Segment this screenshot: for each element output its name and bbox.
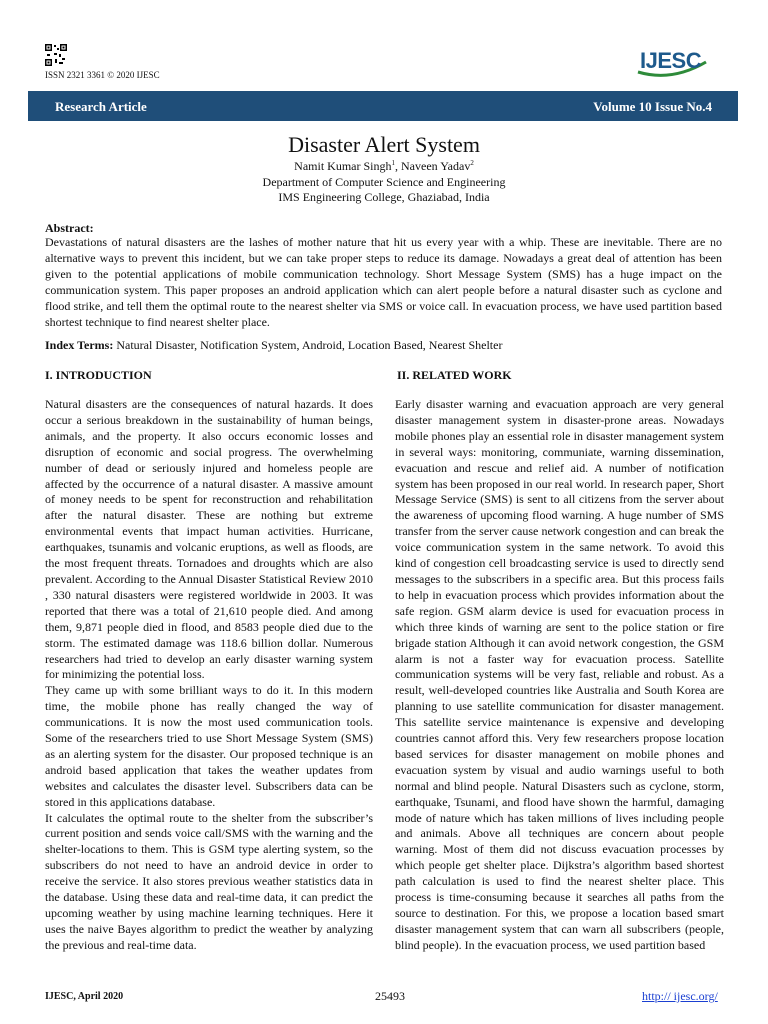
paper-title: Disaster Alert System (288, 132, 480, 157)
journal-url-link[interactable]: http:// ijesc.org/ (642, 989, 718, 1003)
index-terms-text: Natural Disaster, Notification System, Android, Location Based, Nearest Shelter (113, 338, 503, 352)
issn-copyright: ISSN 2321 3361 © 2020 IJESC (45, 70, 160, 80)
author-2-affiliation: 2 (470, 159, 474, 167)
intro-column (45, 397, 373, 954)
related-work-heading: II. RELATED WORK (397, 368, 512, 382)
intro-heading: I. INTRODUCTION (45, 368, 152, 382)
intro-paragraph-3: It calculates the optimal route to the shelter from the subscriber’s current position and sends voice call/SMS with the warning and the shelter-locations to them. This is GSM type alerting system, so the subscribers do not need to have an android device in order to receive the service. It also stores previous weather statistics data in the database. Using these data and real-time data, it can predict the upcoming weather by using machine learning techniques. Here it uses the naive Bayes algorithm to predict the weather by analyzing the previous and real-time data. (45, 810, 373, 952)
index-terms (45, 338, 722, 353)
footer-journal-date: IJESC, April 2020 (45, 991, 124, 1002)
intro-paragraph-1: Natural disasters are the consequences of natural hazards. It does occur a serious breakdown in the sustainability of human beings, animals, and the property. It also occurs economic losses and disruption of economic and social progress. The overwhelming number of dead or seriously injured and homeless people are affected by the occurrence of a natural disaster. A massive amount of money needs to be spent for reconstruction and rehabilitation after the natural disaster. These are nothing but extreme environmental events that impact human activities. Hurricane, earthquakes, tsunamis and volcanic eruptions, as well as floods, are the most frequent threats. Tornadoes and droughts which are also prevalent. According to the Annual Disaster Statistical Review 2010 , 330 natural disasters were registered worldwide in 2003. It was reported that there was a total of 21,610 people died. And among them, 9,871 people died in flood, and 8583 people died due to the storm. The estimated damage was 118.6 billion dollar. Numerous researchers had tried to develop an early disaster warning system for minimizing the potential loss. (45, 397, 373, 682)
article-type: Research Article (55, 99, 147, 114)
volume-issue: Volume 10 Issue No.4 (593, 99, 712, 114)
related-work-column (395, 397, 724, 954)
department: Department of Computer Science and Engineering (262, 175, 506, 189)
qr-code-icon (45, 44, 67, 66)
abstract-label: Abstract: (45, 221, 94, 235)
abstract-text: Devastations of natural disasters are the lashes of mother nature that hit us every year with a whip. These are inevitable. There are no alternative ways to prevent this incident, but we can take proper steps to reduce its damage. Nowadays a great deal of attention has been given to the potential applications of mobile communication technology. Short Message System (SMS) has a huge impact on the communication system. This paper proposes an android application which can alert people before a natural disaster such as cyclone and flood strike, and tell them the optimal route to the nearest shelter via SMS or voice call. In evacuation process, we have used partition based shortest technique to find nearest shelter place. (45, 235, 722, 329)
author-1-affiliation: 1 (391, 159, 395, 167)
author-2: Naveen Yadav (401, 159, 471, 173)
college: IMS Engineering College, Ghaziabad, India (278, 190, 490, 204)
journal-logo: IJESC (640, 48, 702, 73)
authors (0, 159, 768, 174)
related-work-paragraph: Early disaster warning and evacuation approach are very general disaster management system in disaster-prone areas. Nowadays mobile phones play an essential role in disaster management system in several ways: monitoring, communiate, warning dissemination, evacuation and rescue and relief aid. A number of notification system has been proposed in our real world. In research paper, Short Message Service (SMS) is sent to all citizens from the server about the awareness of upcoming flood warning. A huge number of SMS transfer from the server cause network congestion and can break the voice communication system in the same network. To avoid this kind of congestion cell broadcasting service is used to directly send messages to the subscribers in a specific area. But this process fails to help in evacuation process which provides information about the safe region. GSM alarm device is used for evacuation process in which three kinds of warning are sent to the police station or fire brigade station Although it can avoid network congestion, the GSM alarm is not a faster way for evacuation process. Satellite communication systems will be very fast, reliable and robust. As a result, well-developed countries like Australia and South Korea are planning to use satellite communication for disaster management. This satellite service maintenance is expensive and developing countries cannot afford this. Very few researchers propose location based services for disaster management on mobile phones and evacuation system by visual and audio warnings useful to both normal and blind people. Natural Disasters such as cyclone, storm, earthquake, Tsunami, and flood have shown the harmful, damaging mode of nature which has taken millions of lives including people and animals. Above all techniques are concern about people warning. Most of them did not discuss evacuation processes by which people get shelter place. Dijkstra’s algorithm based shortest path calculation is used to find the nearest shelter place. This process is time-consuming because it searches all paths from the source to destination. For this, we propose a location based smart disaster management system that can warn all subscribers (people, blind people). In the evacuation process, we used partition based (395, 397, 724, 952)
page-number: 25493 (375, 989, 405, 1003)
index-terms-label: Index Terms: (45, 338, 114, 352)
intro-paragraph-2: They came up with some brilliant ways to do it. In this modern time, the mobile phone has really changed the way of communications. It is now the most used communication tools. Some of the researchers tried to use Short Message System (SMS) as an alerting system for the disaster. Our proposed technique is an android based application that takes the weather updates from websites and calculates the disaster level. Subscribers data can be stored in this applications database. (45, 683, 373, 809)
author-1: Namit Kumar Singh (294, 159, 392, 173)
author-separator: , (395, 159, 401, 173)
